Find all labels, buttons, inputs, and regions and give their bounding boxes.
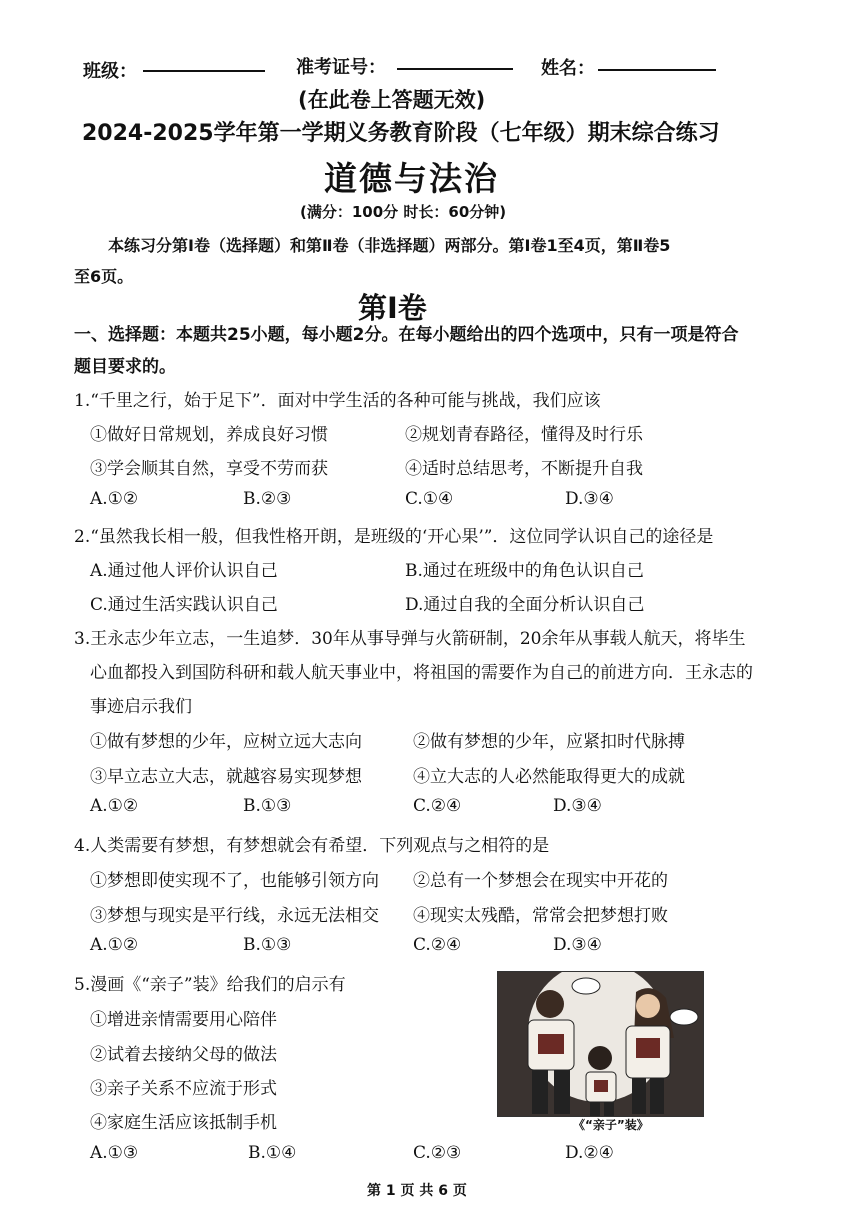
exam-no-label: 准考证号：: [296, 57, 386, 78]
intro-line-1: 本练习分第Ⅰ卷（选择题）和第Ⅱ卷（非选择题）两部分。第Ⅰ卷1至4页，第Ⅱ卷5: [108, 236, 671, 255]
q3-choice-c[interactable]: C.②④: [413, 796, 462, 816]
q4-choice-a[interactable]: A.①②: [90, 935, 139, 955]
section-line-2: 题目要求的。: [74, 357, 176, 377]
q3-stem-line-3: 事迹启示我们: [90, 697, 192, 717]
exam-title: 2024-2025学年第一学期义务教育阶段（七年级）期末综合练习: [82, 121, 720, 146]
q2-choice-d[interactable]: D.通过自我的全面分析认识自己: [405, 595, 645, 615]
cartoon-illustration: [497, 971, 704, 1117]
q5-choice-c[interactable]: C.②③: [413, 1143, 462, 1163]
q4-choice-c[interactable]: C.②④: [413, 935, 462, 955]
q3-item-4: ④立大志的人必然能取得更大的成就: [413, 767, 685, 787]
q5-choice-a[interactable]: A.①③: [90, 1143, 139, 1163]
q3-item-1: ①做有梦想的少年，应树立远大志向: [90, 732, 362, 752]
q1-item-3: ③学会顺其自然，享受不劳而获: [90, 459, 328, 479]
name-label: 姓名：: [541, 58, 595, 79]
class-label: 班级：: [83, 61, 137, 82]
q3-item-2: ②做有梦想的少年，应紧扣时代脉搏: [413, 732, 685, 752]
q4-item-4: ④现实太残酷，常常会把梦想打败: [413, 906, 668, 926]
q4-item-2: ②总有一个梦想会在现实中开花的: [413, 871, 668, 891]
q5-choice-b[interactable]: B.①④: [248, 1143, 297, 1163]
cartoon-drawing: [498, 972, 703, 1116]
intro-line-2: 至6页。: [74, 267, 134, 286]
q2-choice-a[interactable]: A.通过他人评价认识自己: [90, 561, 278, 581]
q5-item-4: ④家庭生活应该抵制手机: [90, 1113, 277, 1133]
name-blank[interactable]: [598, 69, 716, 71]
class-blank[interactable]: [143, 70, 265, 72]
q1-item-1: ①做好日常规划，养成良好习惯: [90, 425, 328, 445]
q1-stem: 1.“千里之行，始于足下”．面对中学生活的各种可能与挑战，我们应该: [74, 391, 601, 411]
q1-choice-d[interactable]: D.③④: [565, 489, 614, 509]
cartoon-caption: 《“亲子”装》: [573, 1118, 649, 1132]
q3-choice-b[interactable]: B.①③: [243, 796, 292, 816]
q5-item-2: ②试着去接纳父母的做法: [90, 1045, 277, 1065]
q1-item-4: ④适时总结思考，不断提升自我: [405, 459, 643, 479]
q1-choice-c[interactable]: C.①④: [405, 489, 454, 509]
q4-item-3: ③梦想与现实是平行线，永远无法相交: [90, 906, 379, 926]
q2-choice-b[interactable]: B.通过在班级中的角色认识自己: [405, 561, 644, 581]
q4-choice-b[interactable]: B.①③: [243, 935, 292, 955]
q5-item-1: ①增进亲情需要用心陪伴: [90, 1010, 277, 1030]
subject-title: 道德与法治: [324, 159, 499, 198]
q3-stem-line-1: 3.王永志少年立志，一生追梦．30年从事导弹与火箭研制，20余年从事载人航天，将毕生: [74, 629, 746, 649]
q5-choice-d[interactable]: D.②④: [565, 1143, 614, 1163]
q3-choice-d[interactable]: D.③④: [553, 796, 602, 816]
q5-item-3: ③亲子关系不应流于形式: [90, 1079, 277, 1099]
q5-stem: 5.漫画《“亲子”装》给我们的启示有: [74, 975, 346, 995]
notice: (在此卷上答题无效): [298, 88, 486, 112]
q4-item-1: ①梦想即使实现不了，也能够引领方向: [90, 871, 379, 891]
q1-item-2: ②规划青春路径，懂得及时行乐: [405, 425, 643, 445]
q2-choice-c[interactable]: C.通过生活实践认识自己: [90, 595, 278, 615]
q3-stem-line-2: 心血都投入到国防科研和载人航天事业中，将祖国的需要作为自己的前进方向．王永志的: [90, 663, 753, 683]
q4-stem: 4.人类需要有梦想，有梦想就会有希望．下列观点与之相符的是: [74, 836, 550, 856]
exam-no-blank[interactable]: [397, 68, 513, 70]
q3-item-3: ③早立志立大志，就越容易实现梦想: [90, 767, 362, 787]
q4-choice-d[interactable]: D.③④: [553, 935, 602, 955]
q3-choice-a[interactable]: A.①②: [90, 796, 139, 816]
q2-stem: 2.“虽然我长相一般，但我性格开朗，是班级的‘开心果’”．这位同学认识自己的途径是: [74, 527, 714, 547]
score-info: (满分：100分 时长：60分钟): [300, 203, 507, 221]
q1-choice-a[interactable]: A.①②: [90, 489, 139, 509]
volume-title: 第Ⅰ卷: [358, 291, 427, 325]
section-line-1: 一、选择题：本题共25小题，每小题2分。在每小题给出的四个选项中，只有一项是符合: [74, 325, 739, 345]
q1-choice-b[interactable]: B.②③: [243, 489, 292, 509]
page-footer: 第 1 页 共 6 页: [367, 1183, 467, 1199]
